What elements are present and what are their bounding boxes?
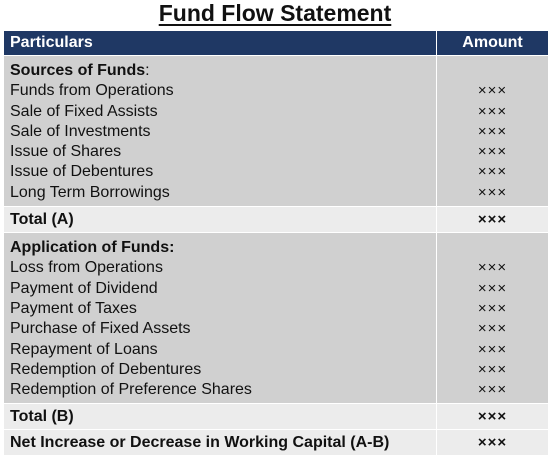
spacer xyxy=(443,61,542,81)
sources-item-amount: ××× xyxy=(477,163,508,181)
net-change-row xyxy=(4,430,549,456)
particulars-header: Particulars xyxy=(4,31,437,56)
sources-item-label: Long Term Borrowings xyxy=(10,183,170,201)
sources-heading-line xyxy=(10,61,430,81)
sources-item-amount: ××× xyxy=(477,143,508,161)
sources-heading-colon: : xyxy=(145,62,150,79)
total-b-row xyxy=(4,404,549,430)
application-item-amount: ××× xyxy=(477,360,508,378)
total-b-label: Total (B) xyxy=(4,404,437,430)
application-item-label: Repayment of Loans xyxy=(10,340,158,358)
application-particulars-cell xyxy=(4,233,437,404)
application-section xyxy=(4,233,549,404)
sources-item-amount: ××× xyxy=(477,102,508,120)
header-row xyxy=(4,31,549,56)
sources-particulars-cell xyxy=(4,56,437,207)
net-change-amount: ××× xyxy=(437,430,549,456)
sources-item-label: Funds from Operations xyxy=(10,82,174,100)
sources-item-label: Issue of Debentures xyxy=(10,163,154,181)
application-item-amount: ××× xyxy=(477,299,508,317)
net-change-label: Net Increase or Decrease in Working Capital (A-B) xyxy=(4,430,437,456)
application-item-label: Payment of Dividend xyxy=(10,279,158,297)
sources-item-label: Sale of Fixed Assists xyxy=(10,102,158,120)
application-amount-cell xyxy=(437,233,549,404)
application-item-label: Redemption of Preference Shares xyxy=(10,381,252,399)
total-a-row xyxy=(4,207,549,233)
application-item-label: Loss from Operations xyxy=(10,259,163,277)
sources-heading: Sources of Funds xyxy=(10,62,146,79)
total-a-label: Total (A) xyxy=(4,207,437,233)
total-b-amount: ××× xyxy=(437,404,549,430)
application-item-amount: ××× xyxy=(477,340,508,358)
sources-item-amount: ××× xyxy=(477,183,508,201)
sources-item-label: Sale of Investments xyxy=(10,122,151,140)
application-item-amount: ××× xyxy=(477,320,508,338)
page-title: Fund Flow Statement xyxy=(158,0,392,26)
fund-flow-table xyxy=(3,30,549,456)
application-item-label: Payment of Taxes xyxy=(10,299,137,317)
spacer xyxy=(443,238,542,258)
application-item-label: Purchase of Fixed Assets xyxy=(10,320,191,338)
application-item-label: Redemption of Debentures xyxy=(10,360,202,378)
sources-amount-cell xyxy=(437,56,549,207)
application-item-amount: ××× xyxy=(477,259,508,277)
application-item-amount: ××× xyxy=(477,279,508,297)
sources-item-amount: ××× xyxy=(477,122,508,140)
application-item-amount: ××× xyxy=(477,381,508,399)
application-heading: Application of Funds: xyxy=(10,239,175,257)
sources-item-amount: ××× xyxy=(477,82,508,100)
total-a-amount: ××× xyxy=(437,207,549,233)
sources-item-label: Issue of Shares xyxy=(10,143,122,161)
sources-section xyxy=(4,56,549,207)
amount-header: Amount xyxy=(437,31,549,56)
